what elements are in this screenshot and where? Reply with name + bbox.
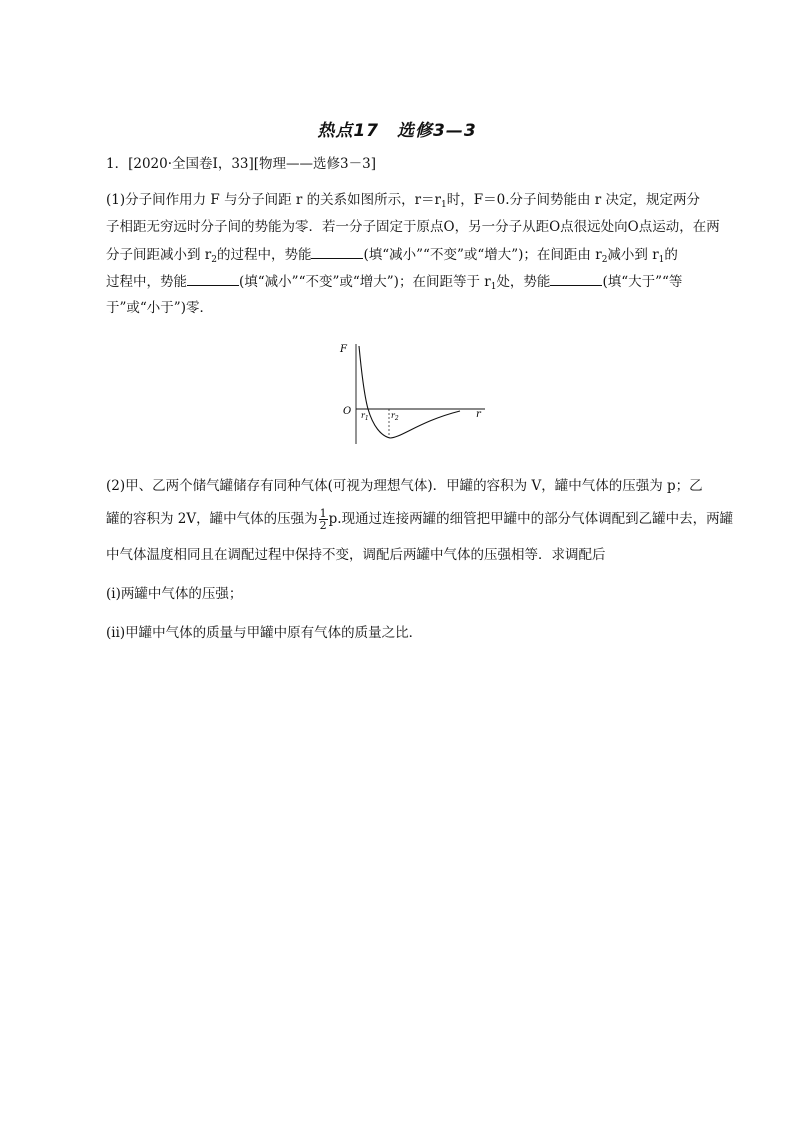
part2-line1: (2)甲、乙两个储气罐储存有同种气体(可视为理想气体)．甲罐的容积为 V，罐中气体的压强为 p；乙 <box>106 478 703 494</box>
part2-sub-ii: (ⅱ)甲罐中气体的质量与甲罐中原有气体的质量之比． <box>106 625 423 641</box>
x-axis-label: r <box>476 409 481 420</box>
answer-blank-3 <box>550 271 602 286</box>
y-axis-label: F <box>340 344 347 355</box>
r2-label: $r_2$ <box>391 411 399 422</box>
page-title: 热点17 选修3—3 <box>317 121 477 141</box>
fraction-one-half: $\frac{1}{2}$ <box>319 507 327 532</box>
part1-line4: 过程中，势能 (填“减小”“不变”或“增大”)；在间距等于 $r_1$处，势能 (填“大于”“等 <box>106 271 720 292</box>
part1-line1: (1)分子间作用力 F 与分子间距 r 的关系如图所示，$r=r_1$时，F＝0.分子间势能由 r 决定，规定两分 <box>106 192 701 210</box>
part1-line5: 于”或“小于”)零． <box>106 300 213 316</box>
part1-line3: 分子间距减小到 $r_2$的过程中，势能 (填“减小”“不变”或“增大”)；在间距由 $r_2$减小到 $r_1$的 <box>106 244 720 265</box>
answer-blank-1 <box>311 244 363 259</box>
force-distance-graph <box>335 338 490 446</box>
part2-line2: 罐的容积为 2V，罐中气体的压强为 $\frac{1}{2}$ p.现通过连接两罐的细管把甲罐中的部分气体调配到乙罐中去，两罐 <box>106 507 734 532</box>
origin-label: O <box>343 406 352 417</box>
part2-sub-i: (ⅰ)两罐中气体的压强； <box>106 586 243 602</box>
part1-line2: 子相距无穷远时分子间的势能为零．若一分子固定于原点O，另一分子从距O点很远处向O点运动，在两 <box>106 219 720 235</box>
force-curve <box>359 346 460 438</box>
part2-line3: 中气体温度相同且在调配过程中保持不变，调配后两罐中气体的压强相等．求调配后 <box>106 547 606 563</box>
r1-label: $r_1$ <box>361 411 369 422</box>
question-header: 1．[2020·全国卷Ⅰ，33][物理——选修3－3] <box>106 156 376 172</box>
answer-blank-2 <box>187 271 239 286</box>
